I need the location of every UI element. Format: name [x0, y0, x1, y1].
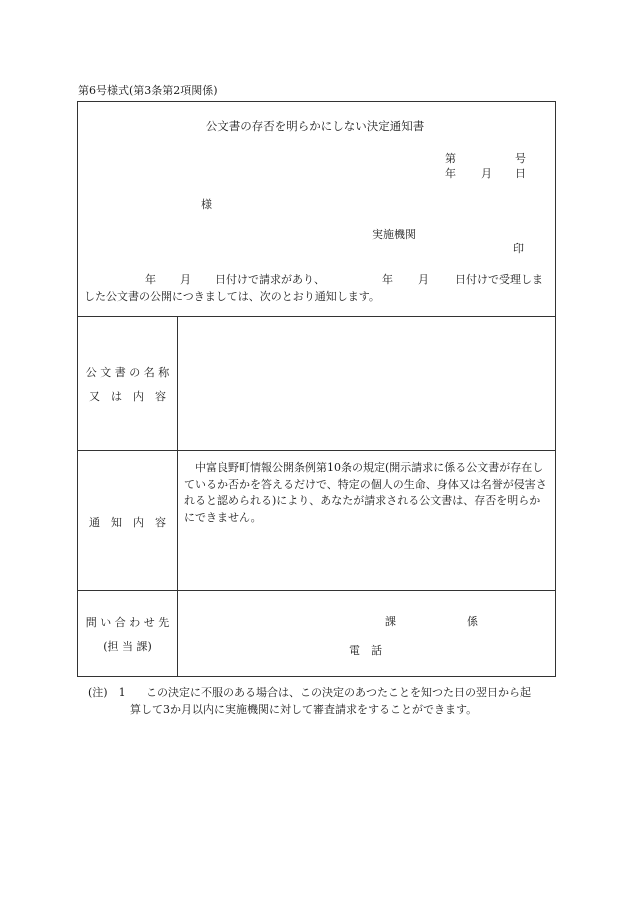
notice-body-text: 中富良野町情報公開条例第10条の規定(開示請求に係る公文書が存在しているか否かを答えるだけで、特定の個人の生命、身体又は名誉が侵害されると認められる)により、あなたが請求される公文書は、存否を明らかにできません。 — [184, 461, 547, 524]
number-prefix: 第 — [445, 152, 456, 165]
label-column-divider — [177, 316, 178, 677]
seal-mark: 印 — [513, 242, 524, 255]
request-text-mid: 日付けで請求があり、 — [215, 273, 325, 286]
date-day: 日 — [515, 167, 526, 180]
number-suffix: 号 — [515, 152, 526, 165]
subsection-label: 係 — [467, 615, 478, 628]
date-year: 年 — [445, 167, 456, 180]
name-label-line2: 又 は 内 容 — [89, 390, 166, 403]
request-month: 月 — [180, 273, 191, 286]
divider-header — [77, 316, 556, 317]
contact-label-line1: 問 い 合 わ せ 先 — [85, 616, 170, 629]
divider-name-row — [77, 450, 556, 451]
phone-label: 電 話 — [349, 644, 382, 657]
divider-notice-row — [77, 590, 556, 591]
section-label: 課 — [385, 615, 396, 628]
request-text-end: 日付けで受理しま — [455, 273, 543, 286]
date-month: 月 — [481, 167, 492, 180]
note-prefix: (注) 1 — [88, 686, 137, 699]
contact-label-line2: (担 当 課) — [103, 640, 152, 653]
receipt-month: 月 — [418, 273, 429, 286]
addressee-suffix: 様 — [201, 198, 212, 211]
agency-label: 実施機関 — [372, 228, 416, 241]
receipt-year: 年 — [382, 273, 393, 286]
form-number-label: 第6号様式(第3条第2項関係) — [78, 84, 218, 97]
note-line2: 算して3か月以内に実施機関に対して審査請求をすることができます。 — [130, 703, 478, 716]
note-line1: この決定に不服のある場合は、この決定のあつたことを知つた日の翌日から起 — [146, 686, 531, 699]
request-text-line2: した公文書の公開につきましては、次のとおり通知します。 — [84, 290, 380, 303]
name-label-line1: 公 文 書 の 名 称 — [85, 366, 170, 379]
request-year: 年 — [145, 273, 156, 286]
notice-label: 通 知 内 容 — [89, 516, 166, 529]
document-title: 公文書の存否を明らかにしない決定通知書 — [205, 119, 425, 133]
